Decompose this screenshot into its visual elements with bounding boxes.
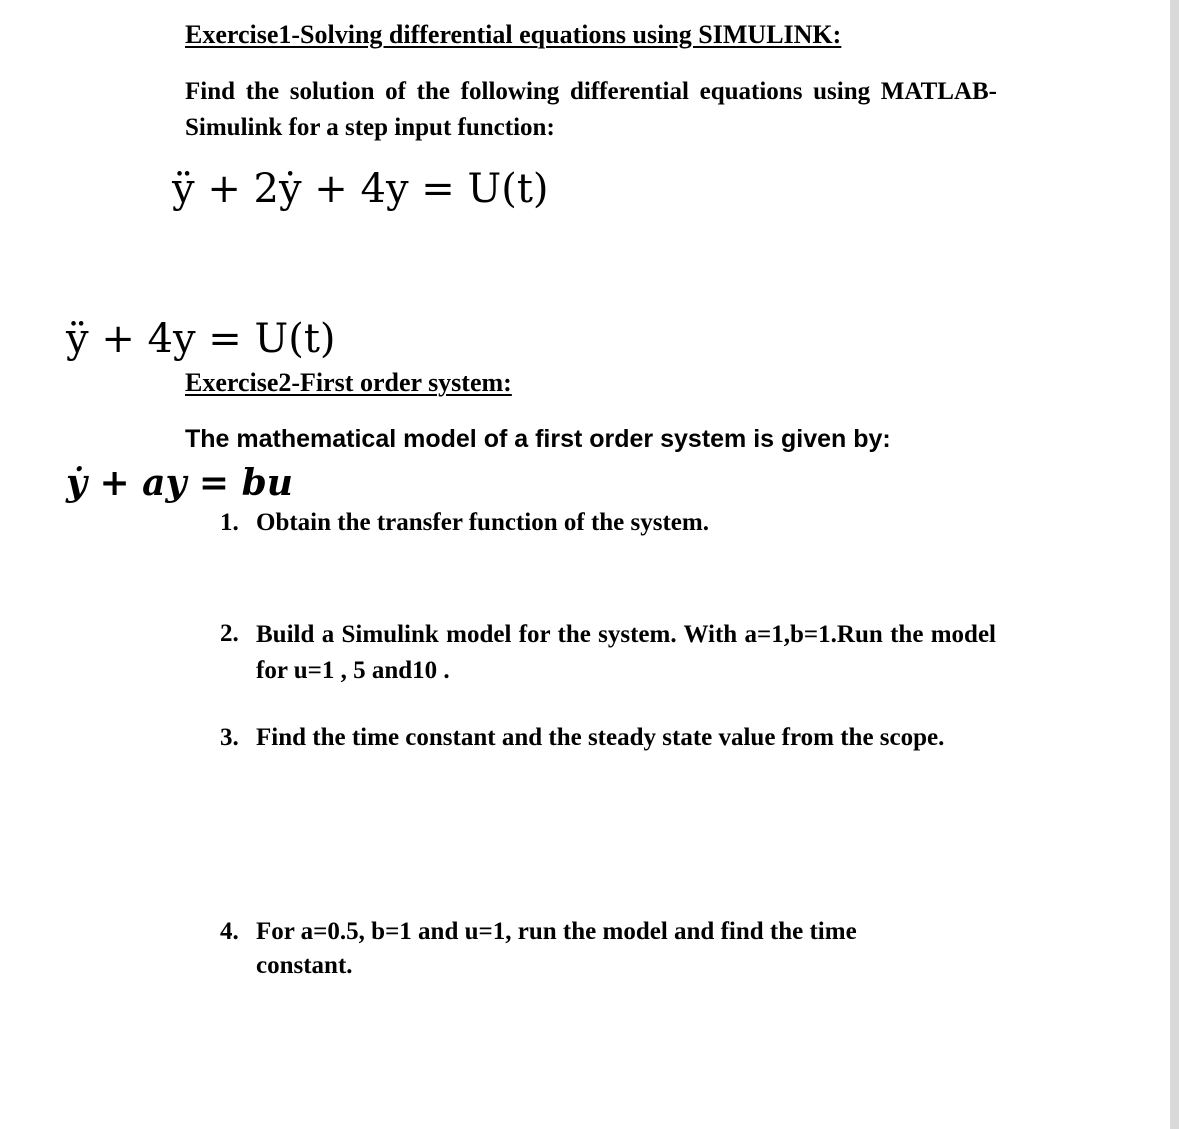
list-item-number: 1. — [220, 509, 239, 536]
list-item-number: 3. — [220, 724, 239, 751]
exercise2-intro: The mathematical model of a first order system is given by: — [185, 425, 891, 453]
list-item — [220, 915, 940, 983]
equation-2: ÿ + 4y = U(t) — [66, 316, 336, 362]
list-item-number: 2. — [220, 620, 239, 647]
list-item-number: 4. — [220, 918, 239, 945]
exercise1-heading: Exercise1-Solving differential equations using SIMULINK: — [185, 20, 842, 49]
list-item — [220, 506, 1000, 540]
list-item-text: Obtain the transfer function of the system. — [256, 509, 709, 536]
exercise2-heading: Exercise2-First order system: — [185, 368, 512, 397]
equation-1: ÿ + 2ẏ + 4y = U(t) — [172, 166, 549, 212]
list-item-text: Build a Simulink model for the system. With a=1,b=1.Run the model for u=1 , 5 and10 . — [256, 621, 996, 684]
list-item-text: Find the time constant and the steady state value from the scope. — [256, 724, 945, 751]
list-item-text: For a=0.5, b=1 and u=1, run the model and find the time constant. — [256, 918, 857, 979]
exercise1-intro: Find the solution of the following differential equations using MATLAB- Simulink for a step input function: — [185, 78, 997, 141]
list-item — [220, 617, 996, 689]
equation-3: ẏ + ay = bu — [66, 462, 293, 504]
page-edge-gutter — [1170, 0, 1179, 1129]
list-item — [220, 721, 950, 755]
